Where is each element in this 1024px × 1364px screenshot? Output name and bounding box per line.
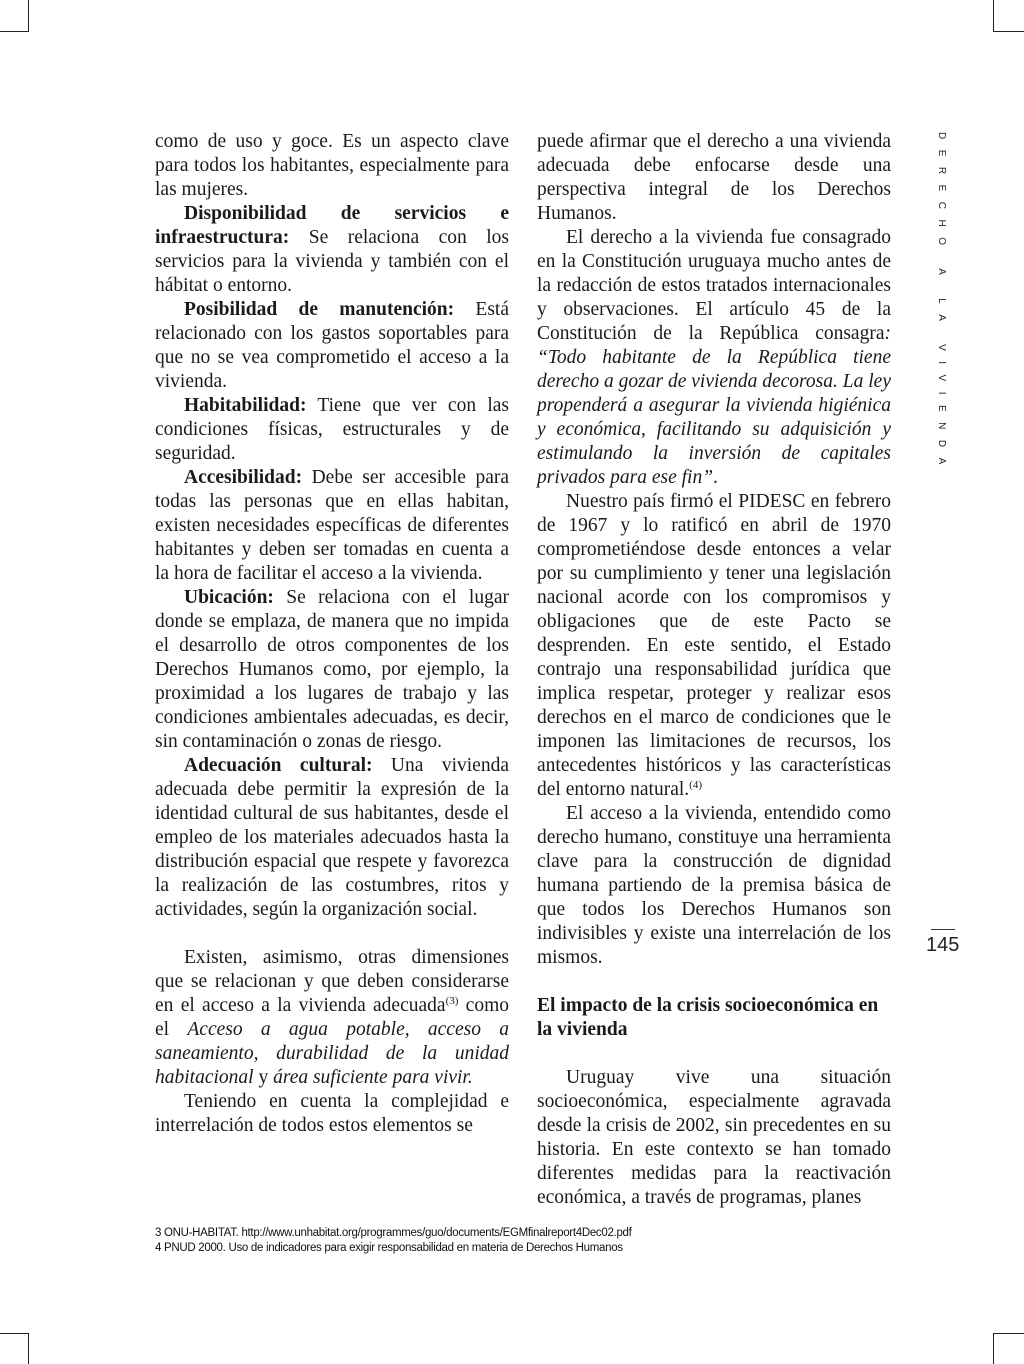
crop-mark-bottom-left xyxy=(28,1333,29,1364)
running-head: DERECHO A LA VIVIENDA xyxy=(936,132,947,475)
dimensions-text: Existen, asimismo, otras dimensiones que se relacionan y que deben considerarse en el acceso a la vivienda adecuada xyxy=(155,947,509,1016)
right-column xyxy=(537,130,891,1210)
definition-text: Una vivienda adecuada debe permitir la expresión de la identidad cultural de sus habitantes, desde el empleo de los materiales adecuados hasta la distribución espacial que respete y favorezca la realización de las costumbres, ritos y actividades, según la organización social. xyxy=(155,755,509,920)
definition-manutencion xyxy=(155,298,509,394)
pidesc-paragraph xyxy=(537,490,891,802)
crop-mark-top-right-h xyxy=(993,31,1024,32)
dimensions-italic: área suficiente para vivir. xyxy=(273,1067,473,1088)
definition-text: Tiene que ver con las condiciones físicas, estructurales y de seguridad. xyxy=(155,395,509,464)
definition-term: Disponibilidad de servicios e infraestructura: xyxy=(155,203,509,248)
crop-mark-bottom-left-h xyxy=(0,1333,29,1334)
footnotes xyxy=(155,1226,855,1256)
constitution-paragraph xyxy=(537,226,891,490)
definition-text: Debe ser accesible para todas las personas que en ellas habitan, existen necesidades específicas de diferentes habitantes y deben ser tomadas en cuenta a la hora de facilitar el acceso a la vivienda. xyxy=(155,467,509,584)
paragraph-gap xyxy=(155,922,509,946)
section-heading: El impacto de la crisis socioeconómica en la vivienda xyxy=(537,995,879,1040)
crop-mark-top-right xyxy=(993,0,994,31)
dimensions-paragraph xyxy=(155,946,509,1090)
definition-habitabilidad xyxy=(155,394,509,466)
definition-servicios xyxy=(155,202,509,298)
left-column xyxy=(155,130,509,1138)
crop-mark-top-left xyxy=(28,0,29,31)
dimensions-text: y xyxy=(253,1067,274,1088)
footnote-4: 4 PNUD 2000. Uso de indicadores para exigir responsabilidad en materia de Derechos Humanos xyxy=(155,1242,623,1254)
definition-text: Se relaciona con los servicios para la vivienda y también con el hábitat o entorno. xyxy=(155,227,509,296)
crop-mark-top-left-h xyxy=(0,31,29,32)
definition-term: Adecuación cultural: xyxy=(184,755,373,776)
definition-adecuacion-cultural xyxy=(155,754,509,922)
definition-text: Se relaciona con el lugar donde se emplaza, de manera que no impida el desarrollo de otros componentes de los Derechos Humanos como, por ejemplo, la proximidad a los lugares de trabajo y las condiciones ambientales adecuadas, es decir, sin contaminación o zonas de riesgo. xyxy=(155,587,509,752)
access-paragraph: El acceso a la vivienda, entendido como derecho humano, constituye una herramienta clave para la construcción de dignidad humana partiendo de la premisa básica de que todos los Derechos Humanos son indivisibles y existe una interrelación de los mismos. xyxy=(537,803,891,968)
pidesc-text: Nuestro país firmó el PIDESC en febrero de 1967 y lo ratificó en abril de 1970 comprometiéndose desde entonces a velar por su cumplimiento y tener una legislación nacional acorde con los compromisos y obligaciones que de este Pacto se desprenden. En este sentido, el Estado contrajo una responsabilidad jurídica que implica respetar, proteger y realizar esos derechos en el marco de condiciones que le imponen las limitaciones de recursos, los antecedentes históricos y las características del entorno natural. xyxy=(537,491,891,800)
continuation-paragraph: puede afirmar que el derecho a una vivienda adecuada debe enfocarse desde una perspectiva integral de los Derechos Humanos. xyxy=(537,131,891,224)
crop-mark-bottom-right xyxy=(993,1333,994,1364)
paragraph-gap xyxy=(537,970,891,994)
definition-accesibilidad xyxy=(155,466,509,586)
page-number: 145 xyxy=(926,934,960,956)
folio-rule xyxy=(931,929,955,930)
dimensions-italic: Acceso a agua potable, acceso a saneamiento, durabilidad de la unidad habitacional xyxy=(155,1019,509,1088)
definition-text: Está relacionado con los gastos soportables para que no se vea comprometido el acceso a la vivienda. xyxy=(155,299,510,392)
paragraph-gap xyxy=(537,1042,891,1066)
definition-term: Posibilidad de manutención: xyxy=(184,299,455,320)
constitution-colon: : xyxy=(884,323,891,344)
dimensions-text: como el xyxy=(155,995,509,1040)
constitution-end: . xyxy=(713,467,718,488)
footnote-ref-4: (4) xyxy=(689,779,702,791)
definition-term: Accesibilidad: xyxy=(184,467,303,488)
definition-ubicacion xyxy=(155,586,509,754)
definition-term: Ubicación: xyxy=(184,587,274,608)
definition-term: Habitabilidad: xyxy=(184,395,307,416)
constitution-text: El derecho a la vivienda fue consagrado en la Constitución uruguaya mucho antes de la redacción de estos tratados internacionales y observaciones. El artículo 45 de la Constitución de la República consagra xyxy=(537,227,891,344)
intro-paragraph: como de uso y goce. Es un aspecto clave para todos los habitantes, especialmente para las mujeres. xyxy=(155,131,509,200)
closing-paragraph: Teniendo en cuenta la complejidad e interrelación de todos estos elementos se xyxy=(155,1091,509,1136)
crisis-paragraph: Uruguay vive una situación socioeconómica, especialmente agravada desde la crisis de 2002, sin precedentes en su historia. En este contexto se han tomado diferentes medidas para la reactivación económica, a través de programas, planes xyxy=(537,1067,891,1208)
footnote-3: 3 ONU-HABITAT. http://www.unhabitat.org/programmes/guo/documents/EGMfinalreport4Dec02.pdf xyxy=(155,1227,632,1239)
crop-mark-bottom-right-h xyxy=(993,1333,1024,1334)
constitution-quote: “Todo habitante de la República tiene derecho a gozar de vivienda decorosa. La ley propenderá a asegurar la vivienda higiénica y económica, facilitando su adquisición y estimulando la inversión de capitales privados para ese fin” xyxy=(537,347,891,488)
footnote-ref-3: (3) xyxy=(445,995,459,1007)
